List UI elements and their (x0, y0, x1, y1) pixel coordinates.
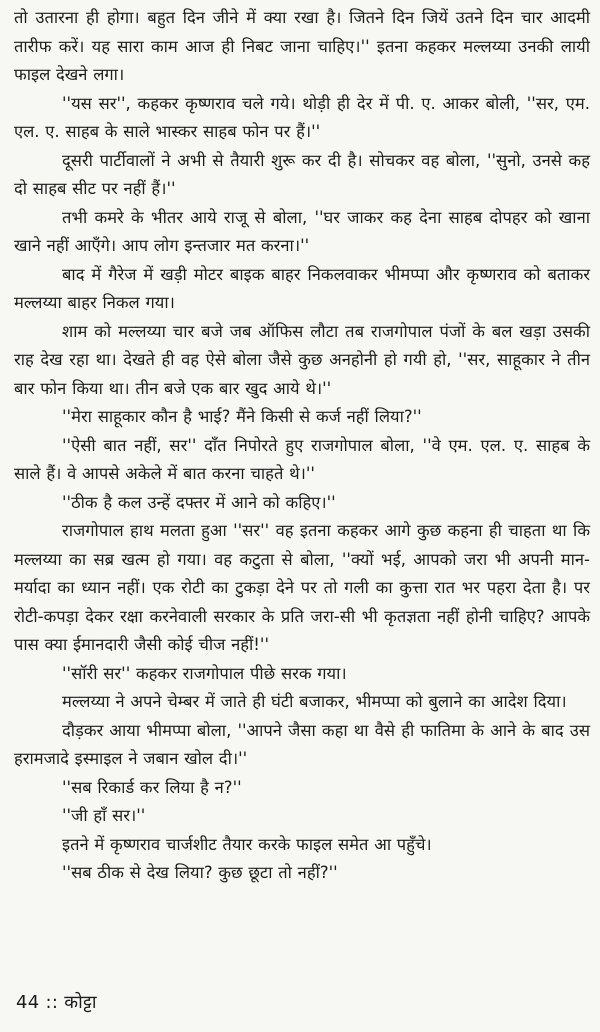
paragraph: दूसरी पार्टीवालों ने अभी से तैयारी शुरू कर दी है। सोचकर वह बोला, ''सुनो, उनसे कह दो साहब सीट पर नहीं हैं।'' (14, 150, 590, 198)
paragraph: मल्लय्या ने अपने चेम्बर में जाते ही घंटी बजाकर, भीमप्पा को बुलाने का आदेश दिया। (62, 692, 567, 711)
paragraph: दौड़कर आया भीमप्पा बोला, ''आपने जैसा कहा था वैसे ही फातिमा के आने के बाद उस हरामजादे इस्माइल ने जबान खोल दी।'' (14, 720, 590, 768)
paragraph: ''जी हाँ सर।'' (62, 806, 146, 825)
paragraph: तभी कमरे के भीतर आये राजू से बोला, ''घर जाकर कह देना साहब दोपहर को खाना खाने नहीं आएँगे। आप लोग इन्तजार मत करना।'' (14, 207, 590, 255)
paragraph: शाम को मल्लय्या चार बजे जब ऑफिस लौटा तब राजगोपाल पंजों के बल खड़ा उसकी राह देख रहा था। देखते ही वह ऐसे बोला जैसे कुछ अनहोनी हो गयी हो, ''सर, साहूकार ने तीन बार फोन किया था। तीन बजे एक बार खुद आये थे।'' (14, 321, 590, 398)
paragraph: राजगोपाल हाथ मलता हुआ ''सर'' वह इतना कहकर आगे कुछ कहना ही चाहता था कि मल्लय्या का सब्र खत्म हो गया। वह कटुता से बोला, ''क्यों भई, आपको जरा भी अपनी मान-मर्यादा का ध्यान नहीं। एक रोटी का टुकड़ा देने पर तो गली का कुत्ता रात भर पहरा देता है। पर रोटी-कपड़ा देकर रक्षा करनेवाली सरकार के प्रति जरा-सी भी कृतज्ञता नहीं होनी चाहिए? आपके पास क्या ईमानदारी जैसी कोई चीज नहीं!'' (14, 521, 590, 654)
paragraph: ''सब रिकार्ड कर लिया है न?'' (62, 777, 242, 797)
paragraph: इतने में कृष्णराव चार्जशीट तैयार करके फाइल समेत आ पहुँचे। (62, 834, 432, 854)
paragraph: ''सब ठीक से देख लिया? कुछ छूटा तो नहीं?'' (62, 863, 338, 882)
paragraph: बाद में गैरेज में खड़ी मोटर बाइक बाहर निकलवाकर भीमप्पा और कृष्णराव को बताकर मल्लय्या बाहर निकल गया। (14, 264, 590, 312)
paragraph: ''मेरा साहूकार कौन है भाई? मैंने किसी से कर्ज नहीं लिया?'' (62, 407, 422, 426)
paragraph: ''यस सर'', कहकर कृष्णराव चले गये। थोड़ी ही देर में पी. ए. आकर बोली, ''सर, एम. एल. ए. साहब के साले भास्कर साहब फोन पर हैं।'' (14, 93, 590, 141)
paragraph: ''सॉरी सर'' कहकर राजगोपाल पीछे सरक गया। (62, 663, 347, 683)
body-text (14, 4, 590, 888)
paragraph: ''ठीक है कल उन्हें दफ्तर में आने को कहिए।'' (62, 492, 336, 512)
paragraph: तो उतारना ही होगा। बहुत दिन जीने में क्या रखा है। जितने दिन जियें उतने दिन चार आदमी तारीफ करें। यह सारा काम आज ही निबट जाना चाहिए।'' इतना कहकर मल्लय्या उनकी लायी फाइल देखने लगा। (14, 8, 590, 84)
page-footer: 44 :: कोट्टा (16, 992, 97, 1013)
paragraph: ''ऐसी बात नहीं, सर'' दाँत निपोरते हुए राजगोपाल बोला, ''वे एम. एल. ए. साहब के साले हैं। वे आपसे अकेले में बात करना चाहते थे।'' (14, 435, 590, 483)
